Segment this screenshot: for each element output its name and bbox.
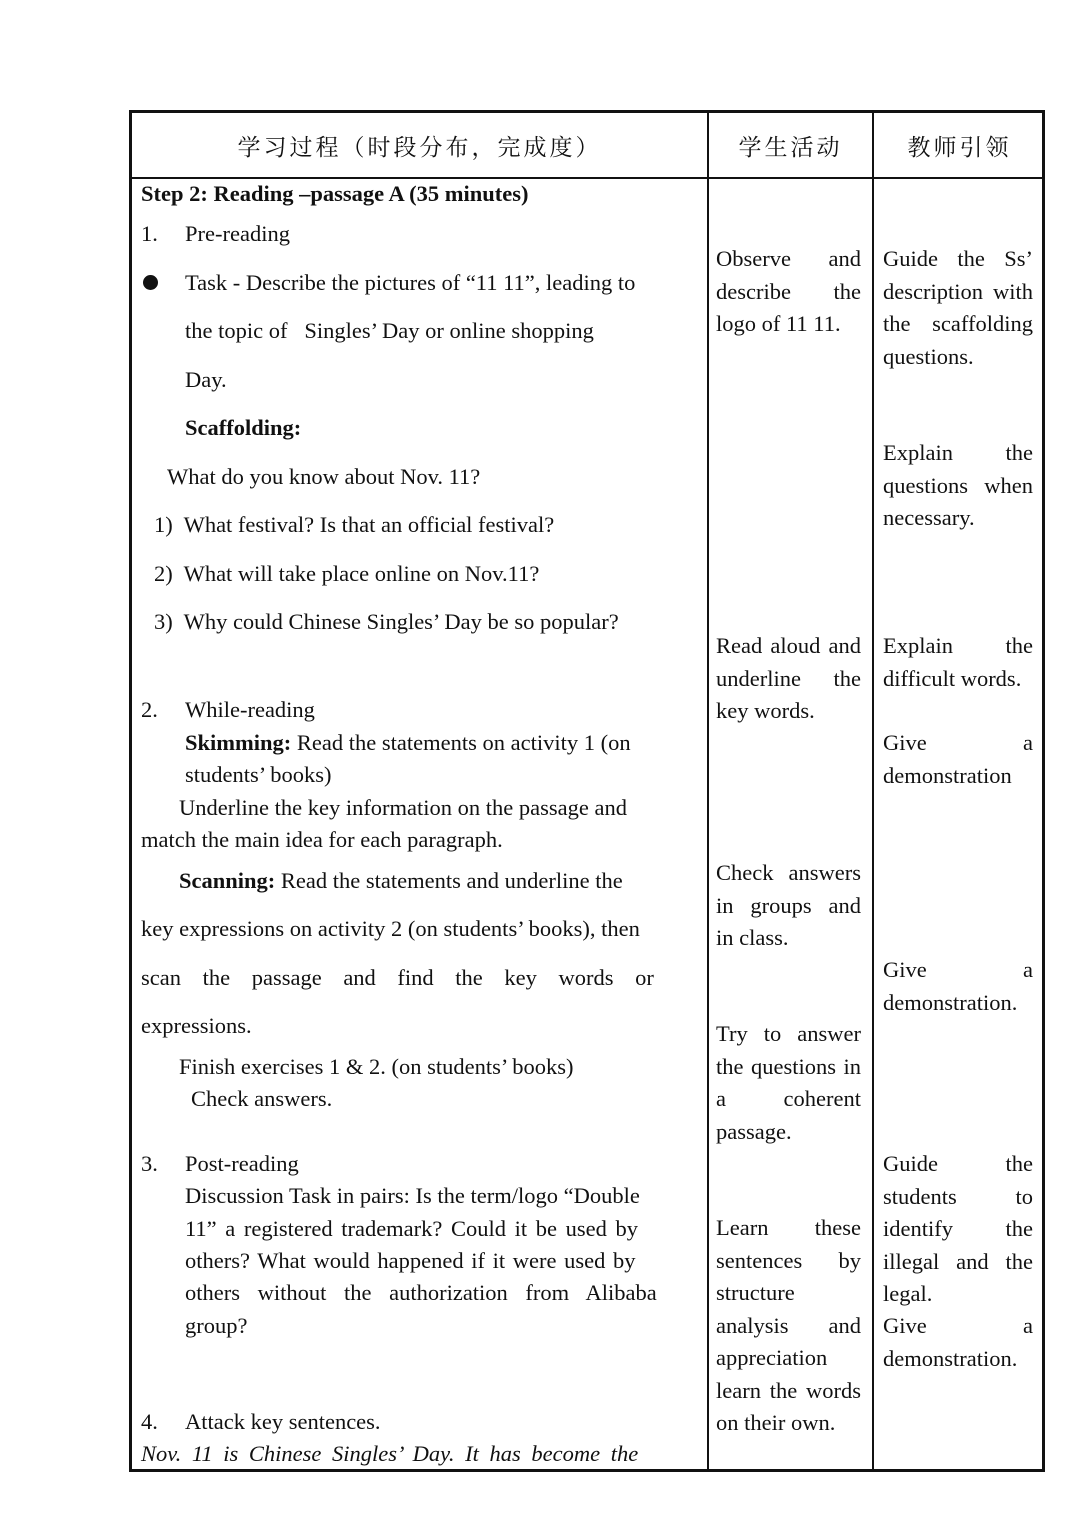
attack-label: Attack key sentences.	[185, 1409, 381, 1434]
scanning-line-2: key expressions on activity 2 (on students’ books), then	[141, 916, 640, 941]
skimming-line-1: Skimming: Read the statements on activity 1 (on	[185, 730, 631, 755]
attack-number: 4.	[141, 1409, 158, 1434]
underline-line-1: Underline the key information on the passage and	[179, 795, 627, 820]
pre-reading-number: 1.	[141, 221, 158, 246]
question-2: 2) What will take place online on Nov.11?	[154, 561, 540, 586]
while-reading-number: 2.	[141, 697, 158, 722]
scanning-line-3: scan the passage and find the key words or	[141, 965, 654, 990]
task-line-3: Day.	[185, 367, 227, 392]
scanning-line-4: expressions.	[141, 1013, 252, 1038]
discussion-line-4: others without the authorization from Alibaba	[185, 1280, 657, 1305]
check-answers: Check answers.	[191, 1086, 333, 1111]
teacher-guide-3: Explain the difficult words.	[883, 633, 1033, 691]
underline-line-2: match the main idea for each paragraph.	[141, 827, 503, 852]
discussion-line-3: others? What would happened if it were used by	[185, 1248, 636, 1273]
finish-exercises: Finish exercises 1 & 2. (on students’ books)	[179, 1054, 574, 1079]
teacher-guide-4: Give a demonstration	[883, 730, 1033, 788]
question-1: 1) What festival? Is that an official festival?	[154, 512, 555, 537]
scaffolding-label: Scaffolding:	[185, 415, 302, 440]
teacher-guide-7: Give a demonstration.	[883, 1313, 1033, 1371]
bullet-icon	[143, 275, 158, 290]
discussion-line-5: group?	[185, 1313, 248, 1338]
student-activity-5: Learn these sentences by structure analysis and appreciation learn the words on their own.	[716, 1215, 861, 1435]
header-teacher-guidance: 教师引领	[907, 134, 1012, 161]
student-activity-4: Try to answer the questions in a coherent passage.	[716, 1021, 861, 1144]
student-activity-3: Check answers in groups and in class.	[716, 860, 861, 950]
column-divider-2	[872, 113, 874, 1469]
skimming-label: Skimming:	[185, 730, 292, 755]
header-student-activity: 学生活动	[738, 134, 843, 161]
student-activity-1: Observe and describe the logo of 11 11.	[716, 246, 861, 336]
discussion-line-2: 11” a registered trademark? Could it be used by	[185, 1216, 639, 1241]
discussion-line-1: Discussion Task in pairs: Is the term/logo “Double	[185, 1183, 640, 1208]
teacher-guide-6: Guide the students to identify the illegal and the legal.	[883, 1151, 1033, 1306]
teacher-guide-1: Guide the Ss’ description with the scaffolding questions.	[883, 246, 1033, 369]
task-line-2: the topic of Singles’ Day or online shopping	[185, 318, 594, 343]
scanning-line-1: Scanning: Read the statements and underline the	[179, 868, 623, 893]
attack-example: Nov. 11 is Chinese Singles’ Day. It has become the	[141, 1441, 639, 1466]
teacher-guide-5: Give a demonstration.	[883, 957, 1033, 1015]
student-activity-2: Read aloud and underline the key words.	[716, 633, 861, 723]
scanning-label: Scanning:	[179, 868, 276, 893]
task-line-1: Task - Describe the pictures of “11 11”, leading to	[185, 270, 636, 295]
header-process: 学习过程（时段分布，完成度）	[237, 134, 602, 161]
question-intro: What do you know about Nov. 11?	[167, 464, 481, 489]
step-title: Step 2: Reading –passage A (35 minutes)	[141, 181, 529, 206]
pre-reading-label: Pre-reading	[185, 221, 290, 246]
while-reading-label: While-reading	[185, 697, 315, 722]
teacher-guide-2: Explain the questions when necessary.	[883, 440, 1033, 530]
post-reading-number: 3.	[141, 1151, 158, 1176]
column-divider-1	[707, 113, 709, 1469]
skimming-line-2: students’ books)	[185, 762, 332, 787]
question-3: 3) Why could Chinese Singles’ Day be so popular?	[154, 609, 619, 634]
post-reading-label: Post-reading	[185, 1151, 299, 1176]
